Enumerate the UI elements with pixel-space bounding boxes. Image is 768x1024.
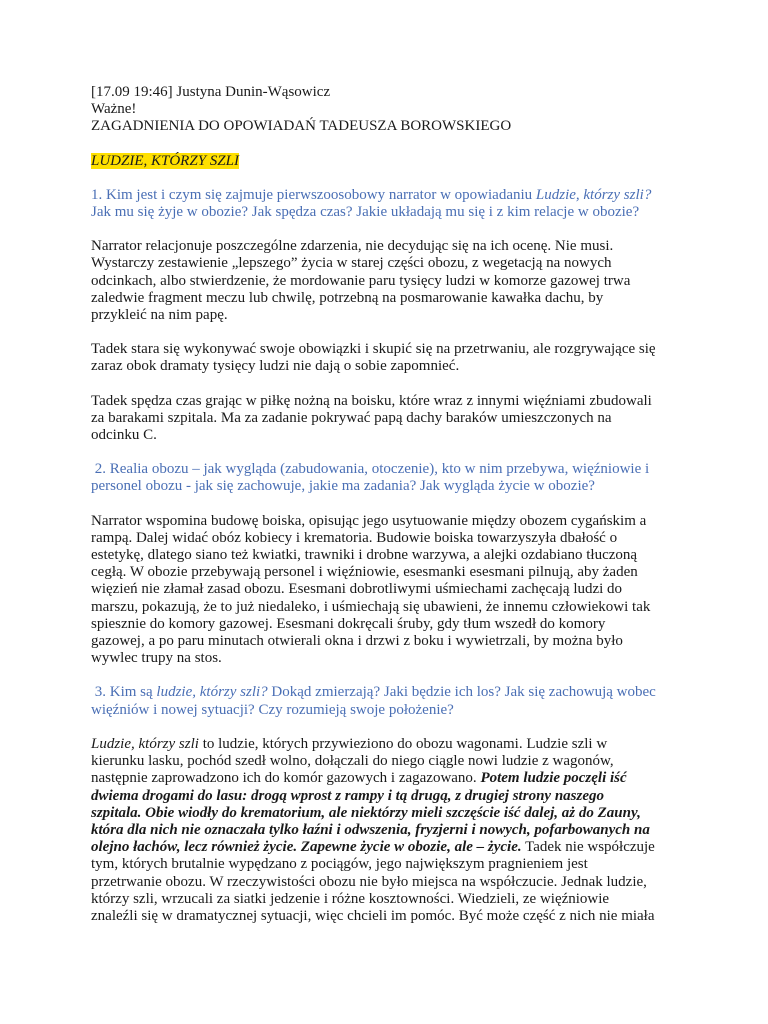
paragraph-5-quote: olejno łachów, lecz również życie. Zapewne życie w obozie, ale – życie. bbox=[91, 839, 522, 856]
paragraph-1-line: zaledwie fragment meczu lub chwilę, potrzebną na posmarowanie kawałka dachu, by bbox=[91, 289, 604, 306]
question-2-line: personel obozu - jak się zachowuje, jakie ma zadania? Jak wygląda życie w obozie? bbox=[91, 478, 595, 495]
paragraph-4-line: Narrator wspomina budowę boiska, opisując jego usytuowanie między obozem cygańskim a bbox=[91, 512, 647, 529]
paragraph-5-quote: która dla nich nie oznaczała tylko łaźni i odwszenia, fryzjerni i nowych, pofarbowanych na bbox=[91, 821, 650, 838]
question-3-line-2: więźniów i nowej sytuacji? Czy rozumieją swoje położenie? bbox=[91, 701, 454, 718]
paragraph-1-line: Wystarczy zestawienie „lepszego” życia w starej części obozu, z wegetacją na nowych bbox=[91, 255, 612, 272]
paragraph-1 bbox=[91, 238, 681, 324]
question-3-title-ref: ludzie, którzy szli? bbox=[156, 684, 268, 701]
paragraph-4-line: rampą. Dalej widać obóz kobiecy i krematoria. Budowie boiska towarzyszyła dbałość o bbox=[91, 529, 618, 546]
paragraph-5-line: kierunku lasku, pochód szedł wolno, dołączali do niego ciągle nowi ludzie z wagonów, bbox=[91, 753, 614, 770]
paragraph-5-text: Tadek nie współczuje bbox=[521, 839, 655, 856]
paragraph-3-line: odcinku C. bbox=[91, 427, 157, 444]
document-header bbox=[91, 84, 681, 136]
question-1 bbox=[91, 187, 681, 221]
paragraph-4-line: wywlec trupy na stos. bbox=[91, 650, 222, 667]
paragraph-3-line: za barakami szpitala. Ma za zadanie pokrywać papą dachy baraków umieszczonych na bbox=[91, 409, 612, 426]
paragraph-5-line: znaleźli się w dramatycznej sytuacji, więc chcieli im pomóc. Być może część z nich nie miała bbox=[91, 907, 655, 924]
paragraph-5-text: to ludzie, których przywieziono do obozu wagonami. Ludzie szli w bbox=[198, 735, 608, 752]
header-line-2: Ważne! bbox=[91, 101, 137, 118]
paragraph-4-line: cegłą. W obozie przebywają personel i więźniowie, esesmanki esesmani pilnują, aby żaden bbox=[91, 564, 638, 581]
paragraph-5-line: przetrwanie obozu. W rzeczywistości obozu nie było miejsca na współczucie. Jednak ludzie, bbox=[91, 873, 647, 890]
paragraph-4-line: estetykę, dlatego siano też kwiatki, trawniki i drobne warzywa, a alejki ozdabiano tłuczoną bbox=[91, 547, 638, 564]
paragraph-4-line: więzień nie złamał zasad obozu. Esesmani dobrotliwymi uśmiechami zachęcają ludzi do bbox=[91, 581, 623, 598]
paragraph-1-line: odcinkach, albo stwierdzenie, że mordowanie paru tysięcy ludzi w komorze gazowej trwa bbox=[91, 272, 631, 289]
paragraph-5-title-ref: Ludzie, którzy szli bbox=[91, 735, 199, 752]
paragraph-1-line: przykleić na nim papę. bbox=[91, 307, 228, 324]
paragraph-4 bbox=[91, 513, 681, 668]
paragraph-4-line: spiesznie do komory gazowej. Esesmani dokręcali śruby, gdy tłum wszedł do komory bbox=[91, 615, 606, 632]
question-3 bbox=[91, 684, 681, 718]
paragraph-2 bbox=[91, 341, 681, 375]
header-line-1: [17.09 19:46] Justyna Dunin-Wąsowicz bbox=[91, 84, 331, 100]
document-page bbox=[91, 84, 681, 925]
paragraph-3-line: Tadek spędza czas grając w piłkę nożną na boisku, które wraz z innymi więźniami zbudowali bbox=[91, 392, 652, 409]
question-3-text: 3. Kim są bbox=[91, 684, 157, 701]
paragraph-4-line: gazowej, a po paru minutach otwierali okna i drzwi z boku i wywietrzali, by można było bbox=[91, 633, 623, 650]
question-3-text-cont: Dokąd zmierzają? Jaki będzie ich los? Jak się zachowują wobec bbox=[267, 684, 656, 701]
section-title-text: LUDZIE, KTÓRZY SZLI bbox=[91, 152, 239, 169]
paragraph-2-line: zaraz obok dramaty tysięcy ludzi nie dają o sobie zapomnieć. bbox=[91, 358, 460, 375]
paragraph-5-line: tym, których brutalnie wypędzano z pociągów, jego największym pragnieniem jest bbox=[91, 856, 588, 873]
paragraph-4-line: marszu, pokazują, że to już niedaleko, i uśmiechają się ubawieni, że innemu człowiekowi tak bbox=[91, 598, 651, 615]
question-1-line-2: Jak mu się żyje w obozie? Jak spędza czas? Jakie układają mu się i z kim relacje w obozie? bbox=[91, 204, 640, 221]
question-1-title-ref: Ludzie, którzy szli? bbox=[535, 186, 652, 203]
paragraph-2-line: Tadek stara się wykonywać swoje obowiązki i skupić się na przetrwaniu, ale rozgrywające się bbox=[91, 341, 656, 358]
question-2 bbox=[91, 461, 681, 495]
question-1-text: 1. Kim jest i czym się zajmuje pierwszoosobowy narrator w opowiadaniu bbox=[91, 186, 536, 203]
section-title bbox=[91, 153, 681, 170]
paragraph-5-quote: dwiema drogami do lasu: drogą wprost z rampy i tą drugą, z drugiej strony naszego bbox=[91, 787, 604, 804]
paragraph-5-quote: Potem ludzie poczęli iść bbox=[480, 770, 627, 787]
paragraph-3 bbox=[91, 393, 681, 445]
paragraph-5-text: następnie zaprowadzono ich do komór gazowych i zagazowano. bbox=[91, 770, 481, 787]
paragraph-5 bbox=[91, 736, 681, 925]
paragraph-5-quote: szpitala. Obie wiodły do krematorium, ale niektórzy mieli szczęście iść dalej, aż do Zauny, bbox=[91, 804, 641, 821]
paragraph-5-line: którzy szli, wrzucali za siatki jedzenie i różne kosztowności. Wiedzieli, ze więźniowie bbox=[91, 890, 610, 907]
question-2-line: 2. Realia obozu – jak wygląda (zabudowania, otoczenie), kto w nim przebywa, więźniowie i bbox=[91, 461, 650, 478]
paragraph-1-line: Narrator relacjonuje poszczególne zdarzenia, nie decydując się na ich ocenę. Nie musi. bbox=[91, 238, 614, 255]
header-line-3: ZAGADNIENIA DO OPOWIADAŃ TADEUSZA BOROWSKIEGO bbox=[91, 118, 512, 135]
